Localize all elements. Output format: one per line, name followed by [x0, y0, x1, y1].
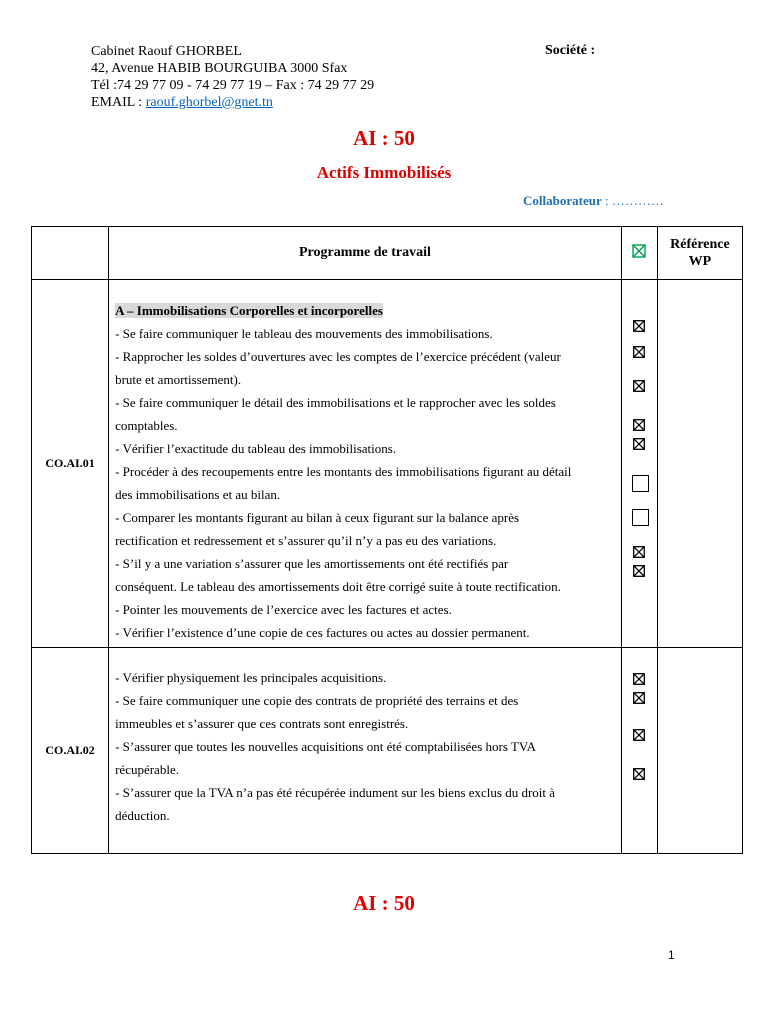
- program-line: brute et amortissement).: [115, 372, 242, 387]
- checked-box-icon[interactable]: [633, 768, 645, 780]
- firm-header: [91, 43, 374, 111]
- header-reference-line2: WP: [688, 254, 712, 269]
- header-check-cell: [621, 227, 657, 280]
- program-line: - S’assurer que toutes les nouvelles acquisitions ont été comptabilisées hors TVA: [115, 739, 536, 754]
- green-checkbox-icon: [632, 244, 646, 258]
- table-row: [32, 648, 743, 854]
- row-code: CO.AI.02: [32, 648, 109, 854]
- checked-box-icon[interactable]: [633, 438, 645, 450]
- program-line: - Comparer les montants figurant au bilan à ceux figurant sur la balance après: [115, 510, 520, 525]
- checked-box-icon[interactable]: [633, 565, 645, 577]
- program-line: - Vérifier l’exactitude du tableau des immobilisations.: [115, 441, 397, 456]
- page-title: AI : 50: [353, 126, 415, 150]
- checked-box-icon[interactable]: [633, 346, 645, 358]
- row-reference: [657, 280, 742, 648]
- program-line: - Rapprocher les soldes d’ouvertures avec les comptes de l’exercice précédent (valeur: [115, 349, 561, 364]
- page-number: 1: [668, 948, 675, 962]
- row-programme: [109, 648, 622, 854]
- firm-phone: Tél :74 29 77 09 - 74 29 77 19 – Fax : 74 29 77 29: [91, 78, 375, 93]
- header-reference-line1: Référence: [670, 237, 730, 252]
- checked-box-icon[interactable]: [633, 419, 645, 431]
- row-programme: [109, 280, 622, 648]
- program-line: immeubles et s’assurer que ces contrats sont enregistrés.: [115, 716, 409, 731]
- email-label: EMAIL :: [91, 95, 146, 110]
- collaborateur-label: Collaborateur: [523, 193, 602, 208]
- program-line: - S’assurer que la TVA n’a pas été récupérée indument sur les biens exclus du droit à: [115, 785, 556, 800]
- table-row: [32, 280, 743, 648]
- societe-label: Société :: [545, 43, 596, 58]
- program-line: - Vérifier l’existence d’une copie de ces factures ou actes au dossier permanent.: [115, 625, 530, 640]
- program-line: - Se faire communiquer le tableau des mouvements des immobilisations.: [115, 326, 493, 341]
- program-line: - S’il y a une variation s’assurer que les amortissements ont été rectifiés par: [115, 556, 509, 571]
- checked-box-icon[interactable]: [633, 546, 645, 558]
- work-program-table: [31, 226, 743, 854]
- checked-box-icon[interactable]: [633, 380, 645, 392]
- header-programme: Programme de travail: [109, 227, 622, 280]
- checked-box-icon[interactable]: [633, 320, 645, 332]
- firm-name: Cabinet Raouf GHORBEL: [91, 44, 242, 59]
- program-line: - Pointer les mouvements de l’exercice avec les factures et actes.: [115, 602, 452, 617]
- checked-box-icon[interactable]: [633, 673, 645, 685]
- program-line: conséquent. Le tableau des amortissements doit être corrigé suite à toute rectification.: [115, 579, 561, 594]
- row-reference: [657, 648, 742, 854]
- row-checkboxes: [621, 280, 657, 648]
- unchecked-box-icon[interactable]: [632, 475, 649, 492]
- checked-box-icon[interactable]: [633, 729, 645, 741]
- row-code: CO.AI.01: [32, 280, 109, 648]
- email-link[interactable]: raouf.ghorbel@gnet.tn: [145, 95, 273, 110]
- program-line: récupérable.: [115, 762, 179, 777]
- program-line: - Se faire communiquer une copie des contrats de propriété des terrains et des: [115, 693, 519, 708]
- unchecked-box-icon[interactable]: [632, 509, 649, 526]
- program-line: comptables.: [115, 418, 178, 433]
- footer-title: AI : 50: [353, 891, 415, 915]
- page-subtitle: Actifs Immobilisés: [316, 163, 452, 182]
- collaborateur-line: [523, 193, 664, 209]
- program-line: déduction.: [115, 808, 170, 823]
- header-reference: [657, 227, 742, 280]
- checked-box-icon[interactable]: [633, 692, 645, 704]
- firm-address: 42, Avenue HABIB BOURGUIBA 3000 Sfax: [91, 61, 348, 76]
- program-line: - Procéder à des recoupements entre les montants des immobilisations figurant au détail: [115, 464, 572, 479]
- section-title: A – Immobilisations Corporelles et incorporelles: [115, 303, 383, 318]
- program-line: - Se faire communiquer le détail des immobilisations et le rapprocher avec les soldes: [115, 395, 556, 410]
- table-header-row: [32, 227, 743, 280]
- program-line: des immobilisations et au bilan.: [115, 487, 281, 502]
- header-code-cell: [32, 227, 109, 280]
- row-checkboxes: [621, 648, 657, 854]
- program-line: rectification et redressement et s’assurer qu’il n’y a pas eu des variations.: [115, 533, 497, 548]
- program-line: - Vérifier physiquement les principales acquisitions.: [115, 670, 387, 685]
- firm-email-line: [91, 94, 374, 111]
- collaborateur-value: : …………: [601, 193, 664, 208]
